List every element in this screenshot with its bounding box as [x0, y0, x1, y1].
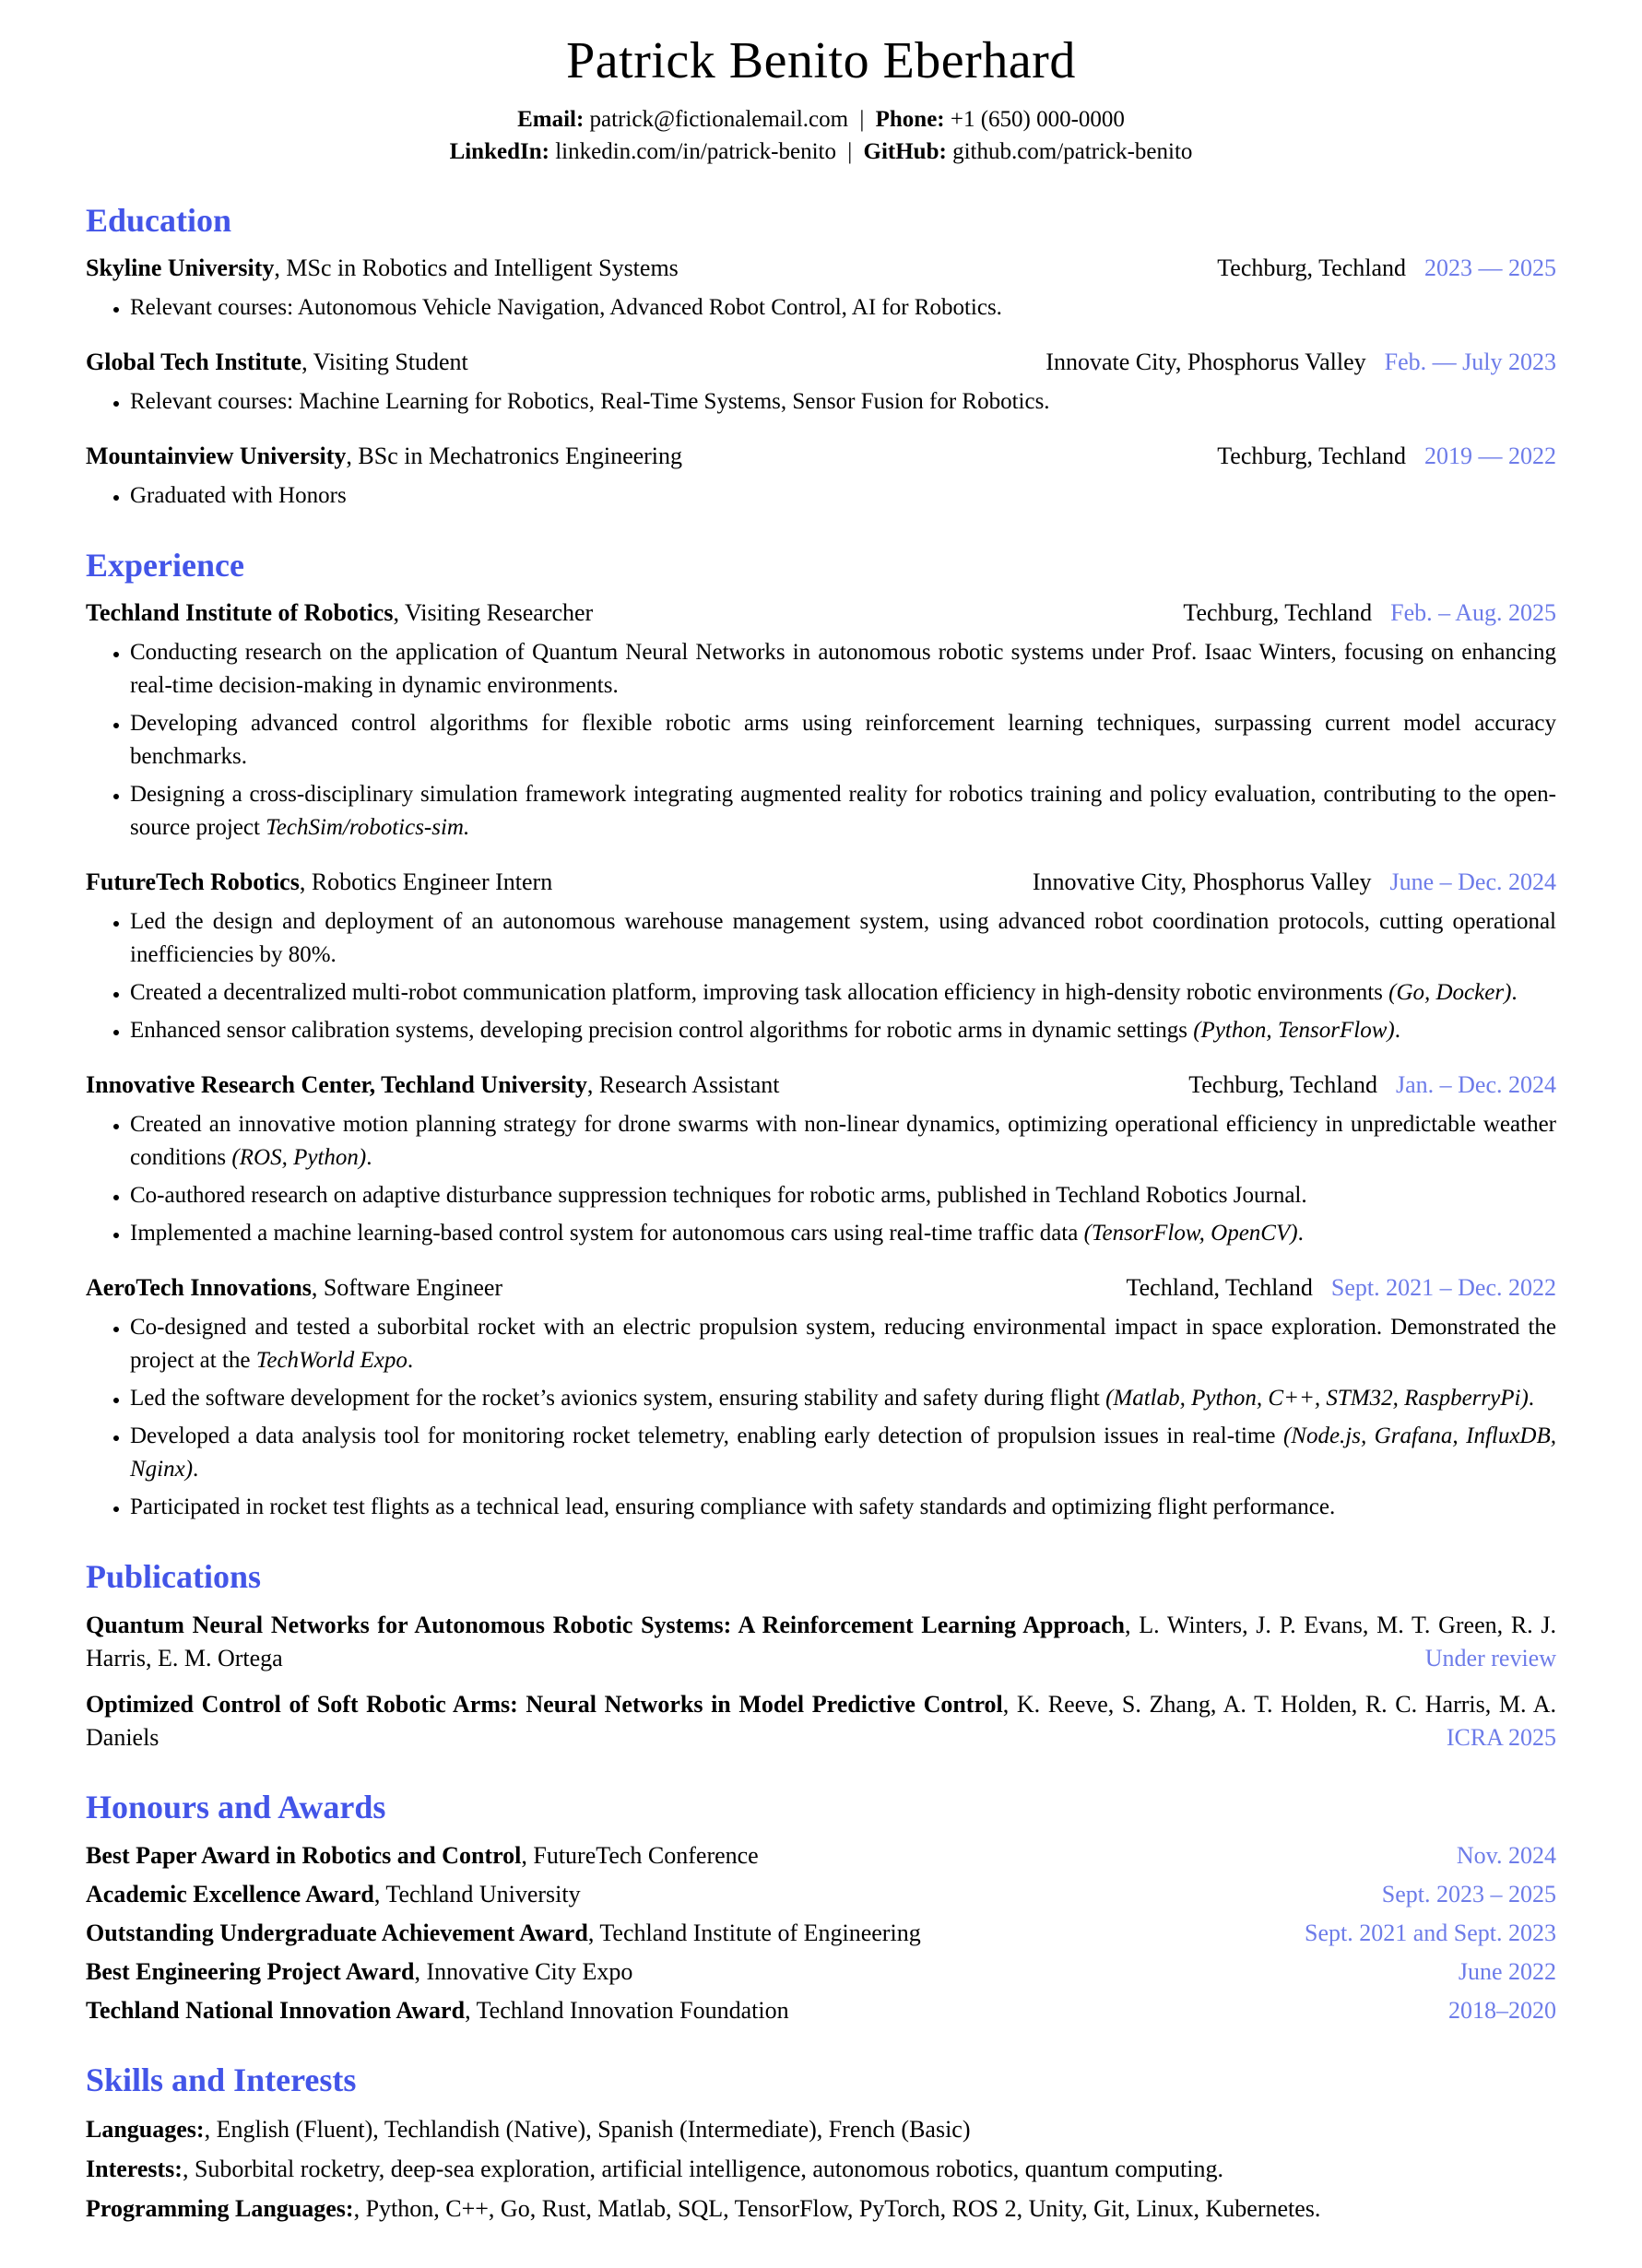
entry-location: Techburg, Techland — [1217, 443, 1406, 469]
phone-label: Phone: — [875, 107, 945, 132]
contact-line-2 — [86, 136, 1556, 168]
entry-role: , Robotics Engineer Intern — [299, 868, 553, 895]
award-date: Sept. 2021 and Sept. 2023 — [1305, 1920, 1556, 1946]
bullet-text-italic: (TensorFlow, OpenCV) — [1083, 1221, 1298, 1246]
bullet-text: Relevant courses: Autonomous Vehicle Navigation, Advanced Robot Control, AI for Robotics. — [130, 295, 1002, 320]
bullet — [130, 707, 1556, 774]
award-list — [86, 1839, 1556, 2027]
entry-org: Techland Institute of Robotics — [86, 599, 394, 626]
publication-list — [86, 1609, 1556, 1754]
section-experience — [86, 546, 1556, 1524]
bullet-text: Led the design and deployment of an autonomous warehouse management system, using advanced robot coordination protocols, cutting operational inefficiencies by 80%. — [130, 909, 1556, 967]
entry-meta — [1033, 867, 1556, 898]
entry-header — [86, 1069, 1556, 1101]
section-title-experience: Experience — [86, 547, 244, 584]
separator: | — [859, 107, 865, 132]
bullet-text-italic: (ROS, Python) — [231, 1145, 367, 1170]
bullet-text-italic: (Go, Docker) — [1388, 980, 1512, 1005]
section-publications — [86, 1557, 1556, 1754]
entry-role: , BSc in Mechatronics Engineering — [346, 443, 683, 469]
bullet — [130, 479, 1556, 513]
award-row — [86, 1917, 1556, 1950]
entry-meta — [1188, 1069, 1556, 1101]
bullet-text: Created a decentralized multi-robot communication platform, improving task allocation efficiency in high-density robotic environments — [130, 980, 1389, 1005]
award-name: Academic Excellence Award — [86, 1881, 374, 1908]
bullet-text-italic: (Node.js, Grafana, InfluxDB, Nginx) — [130, 1423, 1557, 1482]
section-title-education: Education — [86, 202, 232, 239]
entry-meta — [1045, 347, 1556, 378]
entry — [86, 253, 1556, 325]
bullet-text: Implemented a machine learning-based control system for autonomous cars using real-time traffic data — [130, 1221, 1084, 1246]
entry-org: Innovative Research Center, Techland University — [86, 1071, 587, 1098]
email-value: patrick@fictionalemail.com — [589, 107, 849, 132]
bullet-text: Conducting research on the application of Quantum Neural Networks in autonomous robotic systems under Prof. Isaac Winters, focusing on enhancing real-time decision-making in dynamic environments. — [130, 640, 1556, 698]
bullet-list — [86, 636, 1556, 845]
award-name: Best Engineering Project Award — [86, 1958, 415, 1985]
bullet — [130, 636, 1556, 703]
entry-date: Jan. – Dec. 2024 — [1395, 1071, 1556, 1098]
entry-title — [86, 867, 552, 898]
bullet-text: . — [1297, 1221, 1304, 1246]
bullet — [130, 1179, 1556, 1212]
award-name: Outstanding Undergraduate Achievement Award — [86, 1920, 588, 1946]
bullet — [130, 976, 1556, 1010]
entry-title — [86, 441, 682, 472]
bullet-text: . — [366, 1145, 372, 1170]
bullet — [130, 1491, 1556, 1524]
bullet-list — [86, 905, 1556, 1047]
award-title — [86, 1994, 789, 2027]
github-value: github.com/patrick-benito — [952, 139, 1193, 164]
entry — [86, 1069, 1556, 1250]
entry-org: FutureTech Robotics — [86, 868, 300, 895]
entry-title — [86, 1069, 780, 1101]
entry-header — [86, 867, 1556, 898]
entry-location: Techburg, Techland — [1217, 254, 1406, 281]
experience-entries — [86, 597, 1556, 1524]
entry-role: , Visiting Researcher — [393, 599, 594, 626]
skill-label: Languages: — [86, 2116, 205, 2143]
bullet-text: Developing advanced control algorithms for flexible robotic arms using reinforcement learning techniques, surpassing current model accuracy benchmarks. — [130, 711, 1556, 769]
bullet-text-italic: (Matlab, Python, C++, STM32, RaspberryPi) — [1105, 1386, 1529, 1411]
publication-status: Under review — [1414, 1642, 1556, 1675]
entry — [86, 347, 1556, 419]
bullet-text: Participated in rocket test flights as a technical lead, ensuring compliance with safety standards and optimizing flight performance. — [130, 1494, 1336, 1519]
entry-role: , Research Assistant — [586, 1071, 780, 1098]
award-title — [86, 1955, 632, 1989]
github-label: GitHub: — [863, 139, 947, 164]
bullet-text: Created an innovative motion planning strategy for drone swarms with non-linear dynamics, optimizing operational efficiency in unpredictable weather conditions — [130, 1112, 1556, 1170]
bullet — [130, 1108, 1556, 1175]
publication-authors: , K. Reeve, S. Zhang, A. T. Holden, R. C. Harris, M. A. Daniels — [86, 1691, 1556, 1751]
publication-item — [86, 1688, 1556, 1754]
entry-location: Innovative City, Phosphorus Valley — [1032, 868, 1372, 895]
publication-title: Optimized Control of Soft Robotic Arms: Neural Networks in Model Predictive Control — [86, 1691, 1003, 1718]
bullet-list — [86, 291, 1556, 325]
bullet-text: Graduated with Honors — [130, 483, 347, 508]
entry-location: Innovate City, Phosphorus Valley — [1045, 348, 1366, 375]
entry-date: Feb. – Aug. 2025 — [1390, 599, 1556, 626]
entry-org: Global Tech Institute — [86, 348, 302, 375]
entry-meta — [1127, 1272, 1556, 1304]
award-date: Nov. 2024 — [1456, 1842, 1556, 1869]
bullet-text: Developed a data analysis tool for monitoring rocket telemetry, enabling early detection of propulsion issues in real-time — [130, 1423, 1283, 1448]
entry-title — [86, 1272, 502, 1304]
entry-location: Techburg, Techland — [1183, 599, 1373, 626]
entry-meta — [1217, 253, 1556, 284]
section-title-publications: Publications — [86, 1558, 262, 1595]
bullet — [130, 1382, 1556, 1415]
entry-title — [86, 253, 679, 284]
skill-text: , English (Fluent), Techlandish (Native), Spanish (Intermediate), French (Basic) — [204, 2116, 971, 2143]
bullet-list — [86, 1108, 1556, 1250]
bullet-text: . — [193, 1457, 199, 1482]
entry-title — [86, 597, 593, 629]
linkedin-label: LinkedIn: — [449, 139, 549, 164]
bullet-list — [86, 479, 1556, 513]
bullet — [130, 1217, 1556, 1250]
publication-status: ICRA 2025 — [1435, 1721, 1556, 1754]
entry-org: Mountainview University — [86, 443, 347, 469]
entry — [86, 1272, 1556, 1524]
entry-header — [86, 597, 1556, 629]
entry-role: , MSc in Robotics and Intelligent Systems — [274, 254, 679, 281]
bullet-text-italic: (Python, TensorFlow) — [1193, 1018, 1395, 1043]
bullet-text: Co-designed and tested a suborbital rocket with an electric propulsion system, reducing environmental impact in space exploration. Demonstrated the project at the — [130, 1315, 1556, 1373]
bullet-text: Led the software development for the rocket’s avionics system, ensuring stability and safety during flight — [130, 1386, 1106, 1411]
bullet-text: . — [1528, 1386, 1535, 1411]
bullet-text-italic: TechSim/robotics-sim. — [266, 815, 470, 840]
publication-item — [86, 1609, 1556, 1675]
entry-meta — [1183, 597, 1556, 629]
education-entries — [86, 253, 1556, 513]
entry — [86, 867, 1556, 1047]
publication-authors: , L. Winters, J. P. Evans, M. T. Green, R. J. Harris, E. M. Ortega — [86, 1612, 1556, 1671]
award-date: 2018–2020 — [1448, 1997, 1556, 2024]
award-title — [86, 1917, 921, 1950]
entry-date: Sept. 2021 – Dec. 2022 — [1330, 1274, 1556, 1301]
skill-row — [86, 2191, 1556, 2226]
bullet-text: . — [407, 1348, 414, 1373]
entry-date: 2019 — 2022 — [1424, 443, 1556, 469]
award-name: Best Paper Award in Robotics and Control — [86, 1842, 522, 1869]
phone-value: +1 (650) 000-0000 — [950, 107, 1125, 132]
separator: | — [847, 139, 853, 164]
entry-date: 2023 — 2025 — [1424, 254, 1556, 281]
entry-role: , Visiting Student — [301, 348, 468, 375]
award-title — [86, 1878, 581, 1911]
award-org: , Techland Institute of Engineering — [587, 1920, 921, 1946]
award-org: , FutureTech Conference — [521, 1842, 759, 1869]
bullet — [130, 778, 1556, 845]
entry-header — [86, 253, 1556, 284]
award-title — [86, 1839, 759, 1872]
bullet-text: Designing a cross-disciplinary simulation framework integrating augmented reality for robotics training and policy evaluation, contributing to the open-source project — [130, 782, 1556, 840]
entry-location: Techburg, Techland — [1188, 1071, 1377, 1098]
entry-header — [86, 347, 1556, 378]
contact-line-1 — [86, 103, 1556, 136]
linkedin-value: linkedin.com/in/patrick-benito — [555, 139, 836, 164]
skill-label: Programming Languages: — [86, 2195, 354, 2222]
award-name: Techland National Innovation Award — [86, 1997, 466, 2024]
section-education — [86, 201, 1556, 513]
bullet — [130, 905, 1556, 972]
entry-date: Feb. — July 2023 — [1384, 348, 1556, 375]
bullet-text: Enhanced sensor calibration systems, developing precision control algorithms for robotic arms in dynamic settings — [130, 1018, 1194, 1043]
award-date: Sept. 2023 – 2025 — [1381, 1881, 1556, 1908]
bullet — [130, 1014, 1556, 1047]
award-org: , Techland University — [373, 1881, 581, 1908]
award-org: , Innovative City Expo — [414, 1958, 633, 1985]
entry-org: AeroTech Innovations — [86, 1274, 312, 1301]
award-row — [86, 1839, 1556, 1872]
entry-title — [86, 347, 468, 378]
award-org: , Techland Innovation Foundation — [465, 1997, 789, 2024]
bullet — [130, 1420, 1556, 1486]
page-title: Patrick Benito Eberhard — [566, 32, 1076, 89]
skill-row — [86, 2152, 1556, 2186]
entry-meta — [1217, 441, 1556, 472]
bullet — [130, 385, 1556, 419]
award-row — [86, 1955, 1556, 1989]
entry-org: Skyline University — [86, 254, 275, 281]
skill-label: Interests: — [86, 2156, 183, 2182]
section-title-skills: Skills and Interests — [86, 2061, 357, 2098]
entry-role: , Software Engineer — [311, 1274, 503, 1301]
bullet-text: . — [1511, 980, 1518, 1005]
entry-location: Techland, Techland — [1126, 1274, 1313, 1301]
entry-header — [86, 1272, 1556, 1304]
publication-title: Quantum Neural Networks for Autonomous Robotic Systems: A Reinforcement Learning Approach — [86, 1612, 1126, 1638]
bullet-text-italic: TechWorld Expo — [255, 1348, 408, 1373]
section-title-awards: Honours and Awards — [86, 1789, 386, 1825]
bullet-text: Co-authored research on adaptive disturbance suppression techniques for robotic arms, published in Techland Robotics Journal. — [130, 1183, 1307, 1208]
award-date: June 2022 — [1458, 1958, 1556, 1985]
bullet — [130, 291, 1556, 325]
bullet-text: Relevant courses: Machine Learning for Robotics, Real-Time Systems, Sensor Fusion for Robotics. — [130, 389, 1050, 414]
entry-header — [86, 441, 1556, 472]
skill-text: , Python, C++, Go, Rust, Matlab, SQL, TensorFlow, PyTorch, ROS 2, Unity, Git, Linux, Kubernetes. — [353, 2195, 1321, 2222]
bullet — [130, 1311, 1556, 1377]
award-row — [86, 1878, 1556, 1911]
entry-date: June – Dec. 2024 — [1389, 868, 1556, 895]
bullet-list — [86, 1311, 1556, 1524]
award-row — [86, 1994, 1556, 2027]
bullet-text: . — [1394, 1018, 1400, 1043]
email-label: Email: — [517, 107, 585, 132]
skill-text: , Suborbital rocketry, deep-sea exploration, artificial intelligence, autonomous robotics, quantum computing. — [182, 2156, 1223, 2182]
skill-list — [86, 2112, 1556, 2226]
entry — [86, 597, 1556, 845]
entry — [86, 441, 1556, 513]
section-skills — [86, 2061, 1556, 2226]
section-awards — [86, 1788, 1556, 2027]
bullet-list — [86, 385, 1556, 419]
